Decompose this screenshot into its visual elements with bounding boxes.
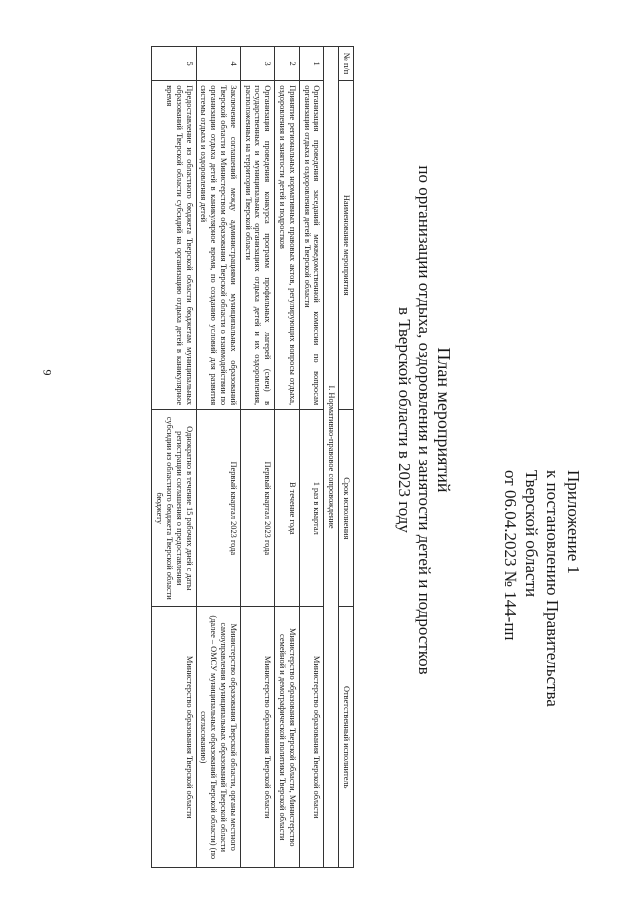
- row-name: Организация проведения заседаний межведомственной комиссии по вопросам организации отдыха и оздоровления детей в Тверской области: [299, 81, 324, 410]
- appendix-block: [500, 470, 584, 830]
- header-responsible: Ответственный исполнитель: [339, 607, 354, 868]
- page-number: 9: [40, 369, 55, 376]
- document-title: [394, 60, 454, 780]
- row-num: 4: [196, 47, 240, 81]
- row-num: 5: [152, 47, 196, 81]
- header-num: № п/п: [339, 47, 354, 81]
- row-num: 1: [299, 47, 324, 81]
- row-term: 1 раз в квартал: [299, 410, 324, 607]
- appendix-line-2: к постановлению Правительства: [543, 470, 562, 707]
- row-name: Организация проведения конкурса программ профильных лагерей (смен) в государственных и муниципальных организациях отдыха детей и их оздоровления, расположенных на территории Тверской области: [240, 81, 274, 410]
- row-responsible: Министерство образования Тверской области, Министерство семейной и демографической политики Тверской области: [275, 607, 300, 868]
- row-term: Первый квартал 2023 года: [196, 410, 240, 607]
- header-name: Наименование мероприятия: [339, 81, 354, 410]
- row-term: Однократно в течение 15 рабочих дней с даты регистрации соглашения о предоставлении субсидии из областного бюджета Тверской области бюджету: [152, 410, 196, 607]
- appendix-line-3: Тверской области: [522, 470, 541, 598]
- appendix-line-1: Приложение 1: [564, 470, 583, 574]
- row-term: Первый квартал 2023 года: [240, 410, 274, 607]
- row-num: 3: [240, 47, 274, 81]
- row-name: Предоставление из областного бюджета Тверской области бюджетам муниципальных образований Тверской области субсидий на организацию отдыха детей в каникулярное время: [152, 81, 196, 410]
- row-num: 2: [275, 47, 300, 81]
- section-title: I. Нормативно-правовое сопровождение: [324, 47, 339, 868]
- row-term: В течение года: [275, 410, 300, 607]
- table-row: [196, 47, 240, 868]
- row-name: Заключение соглашений между администрациями муниципальных образований Тверской области и Министерством образования Тверской области о взаимодействии по организации отдыха детей в каникулярное время, по созданию условий для развития системы отдыха и оздоровления детей: [196, 81, 240, 410]
- row-responsible: Министерство образования Тверской области: [299, 607, 324, 868]
- table-row: [275, 47, 300, 868]
- plan-table: [151, 46, 354, 868]
- row-responsible: Министерство образования Тверской области: [240, 607, 274, 868]
- title-line-2: по организации отдыха, оздоровления и занятости детей и подростков: [415, 165, 434, 675]
- row-name: Принятие региональных нормативных правовых актов, регулирующих вопросы отдыха, оздоровления и занятости детей и подростков: [275, 81, 300, 410]
- table-header-row: [339, 47, 354, 868]
- row-responsible: Министерство образования Тверской области, органы местного самоуправления муниципальных образований Тверской области (далее – ОМСУ муниципальных образований Тверской области) (по согласованию): [196, 607, 240, 868]
- header-term: Срок исполнения: [339, 410, 354, 607]
- row-responsible: Министерство образования Тверской области: [152, 607, 196, 868]
- title-line-3: в Тверской области в 2023 году: [395, 307, 414, 533]
- appendix-line-4: от 06.04.2023 № 144-пп: [501, 470, 520, 641]
- table-row: [152, 47, 196, 868]
- table-row: [240, 47, 274, 868]
- table-row: [299, 47, 324, 868]
- section-row: [324, 47, 339, 868]
- title-line-1: План мероприятий: [434, 347, 454, 493]
